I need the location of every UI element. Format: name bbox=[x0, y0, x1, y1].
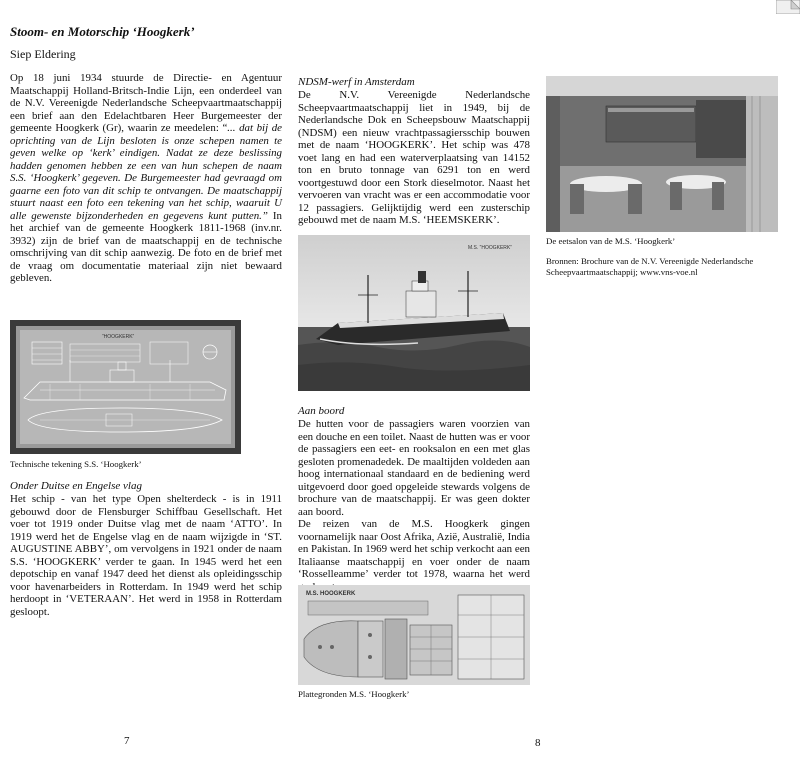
salon-caption: De eetsalon van de M.S. ‘Hoogkerk’ bbox=[546, 236, 676, 246]
drawing-caption: Technische tekening S.S. ‘Hoogkerk’ bbox=[10, 459, 142, 469]
photo-label: M.S. “HOOGKERK” bbox=[468, 245, 512, 251]
section-heading-flags: Onder Duitse en Engelse vlag bbox=[10, 480, 142, 492]
section-text-flags: Het schip - van het type Open shelterdeck - is in 1911 gebouwd door de Flensburger Schiffbau Gesellschaft. Het voer tot 1919 onder Duitse vlag met de naam ‘ATTO’. In 1919 werd het de Engelse vlag en de naam wijzigde in ‘ST. AUGUSTINE ABBY’, om vervolgens in 1921 onder de naam S.S. ‘HOOGKERK’ verder te gaan. In 1945 werd het een depotschip en vanaf 1947 deed het dienst als opleidingsschip voor havenarbeiders in Rotterdam. In 1949 werd het schip herdoopt in ‘VETERAAN’. Het werd in 1958 in Rotterdam gesloopt. bbox=[10, 493, 282, 618]
technical-drawing bbox=[10, 320, 241, 454]
section-text-aanboord-1: De hutten voor de passagiers waren voorzien van een douche en een toilet. Naast de hutten was er voor de passagiers een eet- en rooksalon en een met glas gesloten promenadedek. De maaltijden voldeden aan hoog internationaal standaard en de bediening werd uitgevoerd door goed opgeleide stewards volgens de brochure van de maatschappij. Er was geen dokter aan boord. bbox=[298, 418, 530, 518]
plans-title: M.S. HOOGKERK bbox=[306, 591, 356, 597]
plans-caption: Plattegronden M.S. ‘Hoogkerk’ bbox=[298, 689, 410, 699]
section-text-aanboord-2: De reizen van de M.S. Hoogkerk gingen voornamelijk naar Oost Afrika, Azië, Australië, India en Pakistan. In 1969 werd het schip verkocht aan een Italiaanse maatschappij en voer onder de naam ‘Rosselleamme’ verder tot 1978, waarna het werd bbox=[298, 518, 530, 580]
article-author: Siep Eldering bbox=[10, 47, 76, 61]
article-title: Stoom- en Motorschip ‘Hoogkerk’ bbox=[10, 24, 195, 39]
intro-text-end: In het archief van de gemeente Hoogkerk 1811-1968 (inv.nr. 3932) zijn de brief van de maatschappij en de technische omschrijving van dit schip aanwezig. De foto en de brief met de vraag om documentatie materiaal zijn niet bewaard gebleven. bbox=[10, 209, 282, 284]
page-number-right: 8 bbox=[535, 737, 541, 749]
floor-plans bbox=[298, 585, 530, 685]
section-text-ndsm: De N.V. Vereenigde Nederlandsche Scheepvaartmaatschappij liet in 1949, bij de Nederlandsche Dok en Scheepsbouw Maatschappij (NDSM) een nieuw vrachtpassagiersschip bouwen met de naam ‘HOOGKERK’. Het schip was 478 voet lang en had een waterverplaatsing van 14152 ton en bruto tonnage van 6291 ton en werd voortgestuwd door een Stork dieselmotor. Naast het vervoeren van vracht was er een accommodatie voor 12 passagiers. Gelijktijdig werd een zusterschip gebouwd met de naam M.S. ‘HEEMSKERK’. bbox=[298, 89, 530, 226]
page-corner-icon bbox=[776, 0, 800, 14]
intro-paragraph bbox=[10, 72, 282, 285]
intro-text-start: Op 18 juni 1934 stuurde de Directie- en Agentuur Maatschappij Holland-Britsch-Indie Lijn, een onderdeel van de N.V. Vereenigde Nederlandsche Scheepvaartmaatschappij een brief aan den Edelachtbaren Heer Burgemeester der gemeente Hoogkerk (Gr), waarin ze meedelen: “ bbox=[10, 72, 282, 134]
technical-drawing-frame bbox=[10, 320, 241, 454]
drawing-label: “HOOGKERK” bbox=[102, 334, 135, 340]
dining-salon-photo bbox=[546, 76, 778, 232]
sources-text: Bronnen: Brochure van de N.V. Vereenigde Nederlandsche Scheepvaartmaatschappij; www.vns-voe.nl bbox=[546, 256, 754, 277]
page-number-left: 7 bbox=[124, 735, 130, 747]
intro-quote: ... dat bij de oprichting van de Lijn besloten is onze schepen namen te geven welke op ‘kerk’ eindigen. Nadat ze deze beslissing hadden genomen hebben ze een van hun schepen de naam S.S. ‘Hoogkerk’ gegeven. De Burgemeester had gevraagd om gaarne een foto van dit schip te ontvangen. De maatschappij stuurt naast een foto een tekening van het schip, waaruit U alle gewenste bijzonderheden en gegevens kunt putten.” bbox=[10, 122, 282, 222]
section-heading-aanboord: Aan boord bbox=[298, 405, 345, 417]
section-heading-ndsm: NDSM-werf in Amsterdam bbox=[298, 76, 415, 88]
ship-photo bbox=[298, 235, 530, 391]
